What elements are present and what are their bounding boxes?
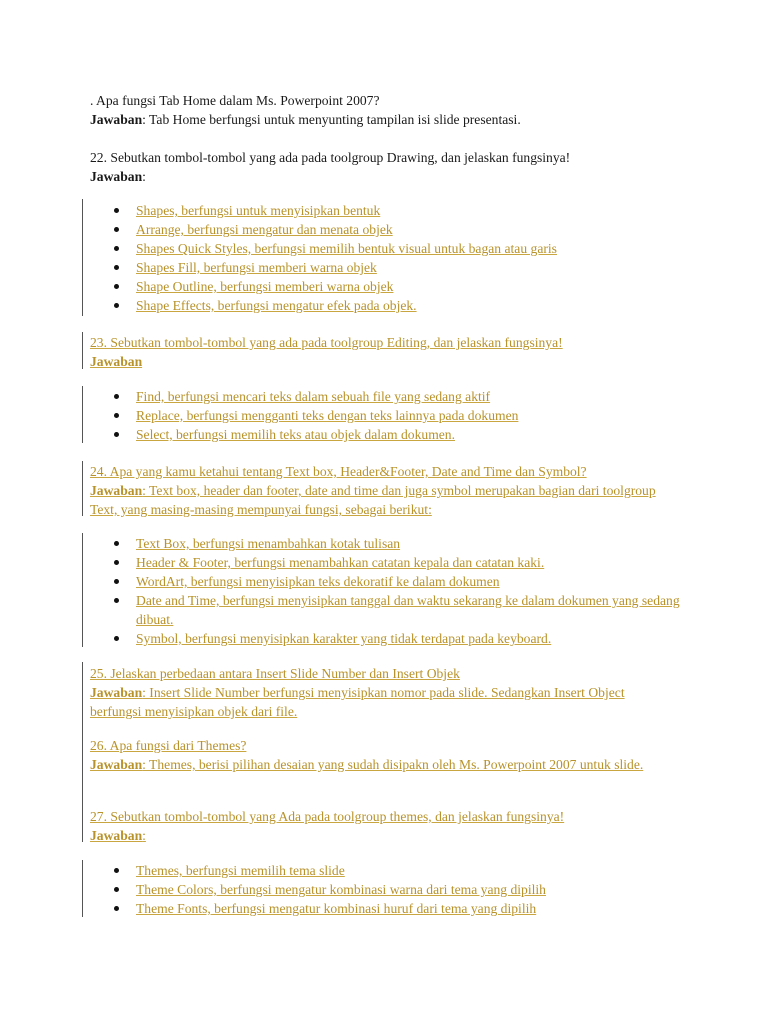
list-item[interactable]: Theme Colors, berfungsi mengatur kombinasi warna dari tema yang dipilih [90, 880, 650, 899]
q27-list [90, 861, 650, 918]
question: 22. Sebutkan tombol-tombol yang ada pada toolgroup Drawing, dan jelaskan fungsinya! [90, 150, 571, 165]
answer: : [142, 169, 146, 184]
question[interactable]: 23. Sebutkan tombol-tombol yang ada pada toolgroup Editing, dan jelaskan fungsinya! [90, 335, 563, 350]
change-bar [82, 199, 83, 316]
list-item[interactable]: Theme Fonts, berfungsi mengatur kombinasi huruf dari tema yang dipilih [90, 899, 650, 918]
list-item[interactable]: Symbol, berfungsi menyisipkan karakter yang tidak terdapat pada keyboard. [90, 629, 680, 648]
list-item[interactable]: Arrange, berfungsi mengatur dan menata objek [90, 220, 650, 239]
list-item[interactable]: Shapes, berfungsi untuk menyisipkan bentuk [90, 201, 650, 220]
q25-block [90, 664, 660, 721]
answer-label: Jawaban [90, 169, 143, 184]
question[interactable]: 26. Apa fungsi dari Themes? [90, 738, 247, 753]
q26-block [90, 736, 685, 774]
list-item[interactable]: Date and Time, berfungsi menyisipkan tanggal dan waktu sekarang ke dalam dokumen yang sedang dibuat. [90, 591, 680, 629]
list-item[interactable]: Shape Outline, berfungsi memberi warna objek [90, 277, 650, 296]
list-item[interactable]: Shapes Quick Styles, berfungsi memilih bentuk visual untuk bagan atau garis [90, 239, 650, 258]
answer: : Themes, berisi pilihan desaian yang sudah disipakn oleh Ms. Powerpoint 2007 untuk slide. [142, 757, 644, 772]
answer: : [142, 828, 146, 843]
list-item[interactable]: Select, berfungsi memilih teks atau objek dalam dokumen. [90, 425, 650, 444]
change-bar [82, 386, 83, 443]
q21-block [90, 91, 690, 129]
q24-list [90, 534, 680, 648]
answer-label: Jawaban [90, 112, 143, 127]
change-bar [82, 662, 83, 842]
list-item[interactable]: WordArt, berfungsi menyisipkan teks dekoratif ke dalam dokumen [90, 572, 680, 591]
q27-block [90, 807, 690, 845]
list-item[interactable]: Themes, berfungsi memilih tema slide [90, 861, 650, 880]
answer-label: Jawaban [90, 354, 143, 369]
answer-label: Jawaban [90, 757, 143, 772]
q24-block [90, 462, 670, 519]
q22-block [90, 148, 690, 186]
answer-label: Jawaban [90, 828, 143, 843]
answer: : Text box, header dan footer, date and time dan juga symbol merupakan bagian dari toolgroup Text, yang masing-masing mempunyai fungsi, sebagai berikut: [90, 483, 656, 517]
q22-list [90, 201, 650, 315]
question[interactable]: 27. Sebutkan tombol-tombol yang Ada pada toolgroup themes, dan jelaskan fungsinya! [90, 809, 565, 824]
change-bar [82, 860, 83, 917]
answer-label: Jawaban [90, 483, 143, 498]
list-item[interactable]: Shapes Fill, berfungsi memberi warna objek [90, 258, 650, 277]
change-bar [82, 533, 83, 647]
q23-list [90, 387, 650, 444]
change-bar [82, 332, 83, 369]
question: . Apa fungsi Tab Home dalam Ms. Powerpoint 2007? [90, 93, 380, 108]
question[interactable]: 25. Jelaskan perbedaan antara Insert Slide Number dan Insert Objek [90, 666, 460, 681]
answer-label: Jawaban [90, 685, 143, 700]
change-bar [82, 461, 83, 516]
list-item[interactable]: Find, berfungsi mencari teks dalam sebuah file yang sedang aktif [90, 387, 650, 406]
list-item[interactable]: Header & Footer, berfungsi menambahkan catatan kepala dan catatan kaki. [90, 553, 680, 572]
answer: : Insert Slide Number berfungsi menyisipkan nomor pada slide. Sedangkan Insert Object berfungsi menyisipkan objek dari file. [90, 685, 625, 719]
question[interactable]: 24. Apa yang kamu ketahui tentang Text box, Header&Footer, Date and Time dan Symbol? [90, 464, 587, 479]
q23-block [90, 333, 690, 371]
list-item[interactable]: Replace, berfungsi mengganti teks dengan teks lainnya pada dokumen [90, 406, 650, 425]
list-item[interactable]: Text Box, berfungsi menambahkan kotak tulisan [90, 534, 680, 553]
answer: : Tab Home berfungsi untuk menyunting tampilan isi slide presentasi. [142, 112, 521, 127]
list-item[interactable]: Shape Effects, berfungsi mengatur efek pada objek. [90, 296, 650, 315]
